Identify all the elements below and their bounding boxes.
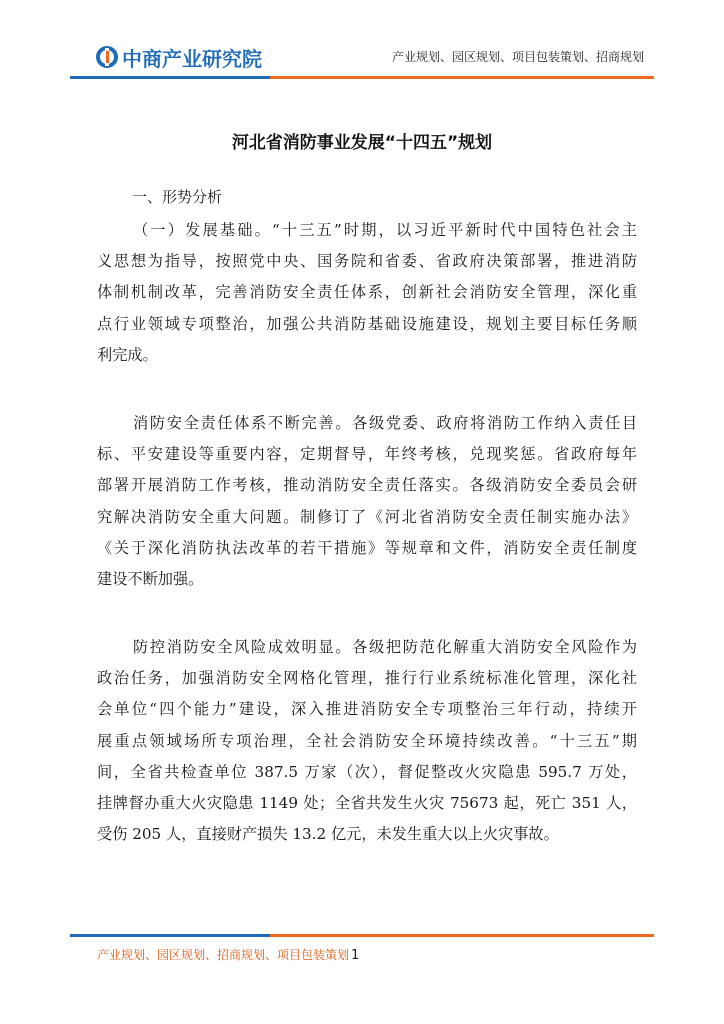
brand-logo [96, 42, 262, 72]
paragraph-line: 体制机制改革，完善消防安全责任体系，创新社会消防安全管理，深化重 [97, 283, 637, 302]
paragraph-line: 防控消防安全风险成效明显。各级把防范化解重大消防安全风险作为 [133, 638, 637, 656]
paragraph-line: 挂牌督办重大火灾隐患 1149 处；全省共发生火灾 75673 起，死亡 351 人， [97, 794, 637, 813]
paragraph-line: 消防安全责任体系不断完善。各级党委、政府将消防工作纳入责任目 [133, 414, 637, 432]
page-footer [97, 946, 359, 963]
paragraph-line: 政治任务，加强消防安全网格化管理，推行行业系统标准化管理，深化社 [97, 669, 637, 688]
paragraph-development-basis [97, 215, 637, 371]
brand-logo-icon [96, 46, 118, 68]
paragraph-line: 部署开展消防工作考核，推动消防安全责任落实。各级消防安全委员会研 [97, 476, 637, 495]
paragraph-line: 义思想为指导，按照党中央、国务院和省委、省政府决策部署，推进消防 [97, 252, 637, 271]
paragraph-line: 受伤 205 人，直接财产损失 13.2 亿元，未发生重大以上火灾事故。 [97, 825, 559, 844]
header-divider-orange [270, 76, 654, 79]
paragraph-line: 《关于深化消防执法改革的若干措施》等规章和文件，消防安全责任制度 [97, 538, 637, 557]
paragraph-line: 展重点领域场所专项治理，全社会消防安全环境持续改善。“十三五”期 [97, 731, 637, 750]
paragraph-line: 间，全省共检查单位 387.5 万家（次），督促整改火灾隐患 595.7 万处， [97, 762, 637, 781]
footer-divider-blue [70, 934, 270, 937]
page-number: 1 [351, 948, 360, 963]
paragraph-line: 会单位“四个能力”建设，深入推进消防安全专项整治三年行动，持续开 [97, 700, 637, 719]
paragraph-line: 标、平安建设等重要内容，定期督导，年终考核，兑现奖惩。省政府每年 [97, 445, 637, 464]
paragraph-responsibility-system [97, 408, 637, 595]
paragraph-line: 究解决消防安全重大问题。制修订了《河北省消防安全责任制实施办法》 [97, 507, 637, 526]
header-divider-blue [70, 76, 270, 79]
footer-divider-orange [270, 934, 654, 937]
paragraph-line: 建设不断加强。 [97, 570, 204, 589]
section-heading: 一、形势分析 [132, 188, 223, 206]
paragraph-line: 利完成。 [97, 345, 158, 364]
footer-tagline: 产业规划、园区规划、招商规划、项目包装策划 [97, 948, 350, 962]
paragraph-risk-control [97, 632, 637, 850]
document-title: 河北省消防事业发展“十四五”规划 [231, 133, 493, 153]
header-tagline: 产业规划、园区规划、项目包装策划、招商规划 [391, 50, 644, 64]
paragraph-line: 点行业领域专项整治，加强公共消防基础设施建设，规划主要目标任务顺 [97, 314, 637, 333]
page-header [0, 0, 724, 82]
brand-logo-text: 中商产业研究院 [122, 46, 262, 71]
paragraph-line: （一）发展基础。“十三五”时期，以习近平新时代中国特色社会主 [133, 221, 637, 239]
